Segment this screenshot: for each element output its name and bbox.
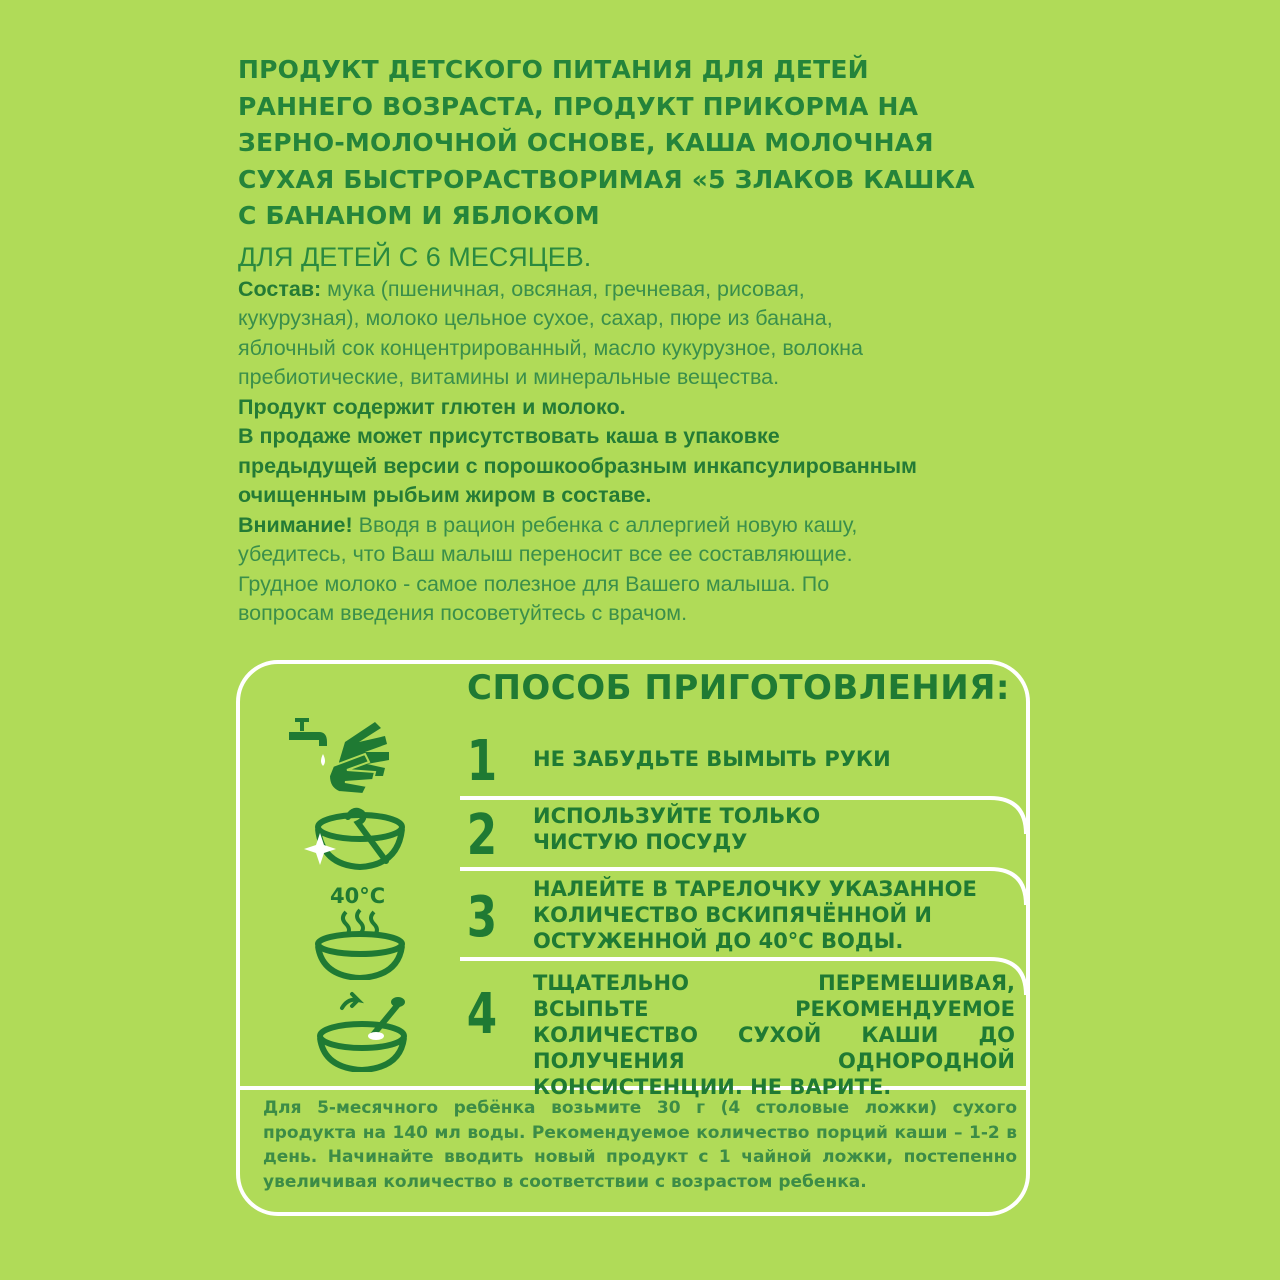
step-text-4: ТЩАТЕЛЬНО ПЕРЕМЕШИВАЯ, ВСЫПЬТЕ РЕКОМЕНДУЕМОЕ КОЛИЧЕСТВО СУХОЙ КАШИ ДО ПОЛУЧЕНИЯ ОДНОРОДНОЙ КОНСИСТЕНЦИИ. НЕ ВАРИТЕ.: [533, 971, 1015, 1099]
product-title: [238, 52, 1038, 235]
composition-line: пребиотические, витамины и минеральные вещества.: [238, 365, 780, 389]
dosage-note: Для 5-месячного ребёнка возьмите 30 г (4 столовые ложки) сухого продукта на 140 мл воды. Рекомендуемое количество порций каши – 1-2 в день. Начинайте вводить новый продукт с 1 чайной ложки, постепенно увеличивая количество в соответствии с возрастом ребенка.: [263, 1098, 1017, 1192]
sale-notice: [238, 422, 1038, 511]
step-line: ОСТУЖЕННОЙ ДО 40°С ВОДЫ.: [533, 929, 904, 953]
step-line: НАЛЕЙТЕ В ТАРЕЛОЧКУ УКАЗАННОЕ: [533, 877, 977, 901]
step-line: ЧИСТУЮ ПОСУДУ: [533, 830, 748, 854]
temperature-label: 40°C: [330, 884, 386, 908]
allergen-warning: Продукт содержит глютен и молоко.: [238, 394, 626, 419]
step-text-1: [533, 746, 891, 772]
age-subtitle: ДЛЯ ДЕТЕЙ С 6 МЕСЯЦЕВ.: [238, 241, 592, 272]
composition: [238, 275, 1038, 393]
step-line: ИСПОЛЬЗУЙТЕ ТОЛЬКО: [533, 804, 821, 828]
composition-line: кукурузная), молоко цельное сухое, сахар, пюре из банана,: [238, 306, 833, 330]
mixing-bowl-icon: [312, 990, 410, 1072]
attention-notice: [238, 511, 1038, 629]
composition-line: яблочный сок концентрированный, масло кукурузное, волокна: [238, 335, 863, 360]
preparation-title: СПОСОБ ПРИГОТОВЛЕНИЯ:: [467, 668, 1010, 708]
attention-line: убедитесь, что Ваш малыш переносит все ее составляющие.: [238, 542, 853, 566]
title-line: РАННЕГО ВОЗРАСТА, ПРОДУКТ ПРИКОРМА НА: [238, 91, 919, 121]
attention-label: Внимание!: [238, 512, 353, 537]
step-text-3: [533, 876, 977, 954]
title-line: С БАНАНОМ И ЯБЛОКОМ: [238, 201, 600, 230]
sale-line: В продаже может присутствовать каша в упаковке: [238, 424, 780, 448]
step-number-1: 1: [466, 729, 498, 794]
step-line: НЕ ЗАБУДЬТЕ ВЫМЫТЬ РУКИ: [533, 747, 891, 771]
steaming-bowl-icon: [312, 908, 406, 980]
step-line: КОЛИЧЕСТВО ВСКИПЯЧЁННОЙ И: [533, 903, 932, 927]
attention-line: Вводя в рацион ребенка с аллергией новую кашу,: [352, 512, 858, 537]
product-info: [238, 52, 1038, 629]
step-number-3: 3: [466, 885, 498, 950]
title-line: СУХАЯ БЫСТРОРАСТВОРИМАЯ «5 ЗЛАКОВ КАШКА: [238, 164, 975, 194]
sale-line: очищенным рыбьим жиром в составе.: [238, 483, 652, 507]
step-number-4: 4: [466, 982, 498, 1047]
title-line: ЗЕРНО-МОЛОЧНОЙ ОСНОВЕ, КАША МОЛОЧНАЯ: [238, 128, 934, 157]
composition-line: мука (пшеничная, овсяная, гречневая, рисовая,: [321, 276, 805, 301]
attention-line: Грудное молоко - самое полезное для Вашего малыша. По: [238, 571, 830, 596]
composition-label: Состав:: [238, 276, 322, 301]
sale-line: предыдущей версии с порошкообразным инкапсулированным: [238, 453, 917, 478]
step-text-2: [533, 803, 820, 855]
step-number-2: 2: [466, 803, 498, 868]
clean-bowl-icon: [296, 805, 408, 877]
attention-line: вопросам введения посоветуйтесь с врачом.: [238, 601, 688, 625]
title-line: ПРОДУКТ ДЕТСКОГО ПИТАНИЯ ДЛЯ ДЕТЕЙ: [238, 55, 869, 84]
hand-washing-icon: [285, 712, 403, 796]
